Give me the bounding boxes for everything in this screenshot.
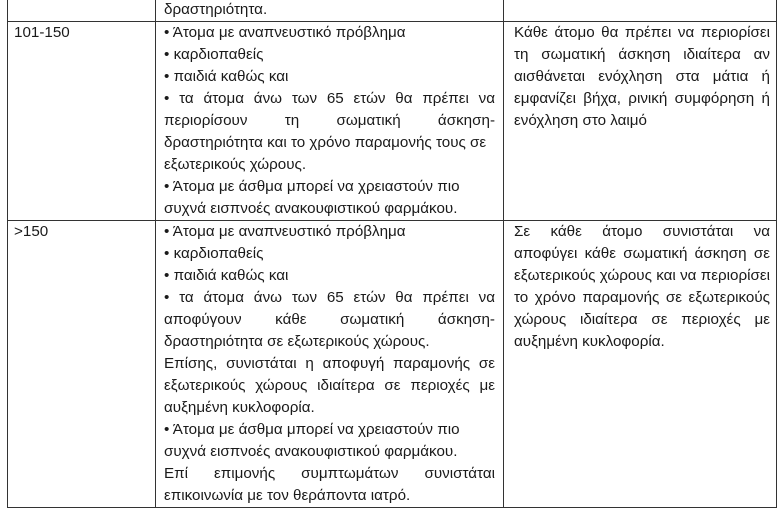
list-item: • παιδιά καθώς και bbox=[164, 68, 289, 85]
list-item: • Άτομα με αναπνευστικό πρόβλημα bbox=[164, 223, 406, 240]
level-cell bbox=[8, 0, 156, 22]
list-item-line: περιορίσουν τη σωματική άσκηση- bbox=[164, 112, 495, 129]
list-item: • τα άτομα άνω των 65 ετών θα πρέπει να bbox=[164, 289, 495, 306]
table-row-101-150 bbox=[8, 22, 777, 221]
note-text: Επίσης, συνιστάται η αποφυγή παραμονής σε εξωτερικούς χώρους ιδιαίτερα σε περιοχές με αυξημένη κυκλοφορία. bbox=[164, 355, 495, 416]
table-row-continuation bbox=[8, 0, 777, 22]
list-item: • καρδιοπαθείς bbox=[164, 46, 264, 63]
list-item: • καρδιοπαθείς bbox=[164, 245, 264, 262]
continuation-text: δραστηριότητα. bbox=[164, 1, 268, 18]
list-item: • τα άτομα άνω των 65 ετών θα πρέπει να bbox=[164, 90, 495, 107]
bullet-icon: • bbox=[164, 267, 170, 284]
bullet-icon: • bbox=[164, 90, 170, 107]
advice-text: Κάθε άτομο θα πρέπει να περιορίσει τη σωματική άσκηση ιδιαίτερα αν αισθάνεται ενόχληση στα μάτια ή εμφανίζει βήχα, ρινική συμφόρηση ή ενόχληση στο λαιμό bbox=[514, 24, 770, 129]
list-item: • Άτομα με άσθμα μπορεί να χρειαστούν πιο συχνά εισπνοές ανακουφιστικού φαρμάκου. bbox=[164, 178, 460, 217]
bullet-icon: • bbox=[164, 245, 170, 262]
advice-cell bbox=[504, 0, 777, 22]
list-item-line: αποφύγουν κάθε σωματική άσκηση- bbox=[164, 311, 495, 328]
groups-cell bbox=[156, 221, 504, 508]
bullet-icon: • bbox=[164, 68, 170, 85]
groups-cell bbox=[156, 0, 504, 22]
list-item-line: δραστηριότητα και το χρόνο παραμονής τους σε εξωτερικούς χώρους. bbox=[164, 134, 487, 173]
bullet-icon: • bbox=[164, 421, 170, 438]
health-advice-table bbox=[7, 0, 777, 508]
list-item: • παιδιά καθώς και bbox=[164, 267, 289, 284]
advice-cell bbox=[504, 221, 777, 508]
advice-text: Σε κάθε άτομο συνιστάται να αποφύγει κάθε σωματική άσκηση σε εξωτερικούς χώρους και να περιορίσει το χρόνο παραμονής σε εξωτερικούς χώρους ιδιαίτερα σε περιοχές με αυξημένη κυκλοφορία. bbox=[514, 223, 770, 350]
bullet-icon: • bbox=[164, 178, 170, 195]
list-item-line: δραστηριότητα σε εξωτερικούς χώρους. bbox=[164, 333, 430, 350]
level-cell: 101-150 bbox=[8, 22, 156, 221]
groups-cell bbox=[156, 22, 504, 221]
bullet-icon: • bbox=[164, 289, 170, 306]
table-row-over-150 bbox=[8, 221, 777, 508]
bullet-icon: • bbox=[164, 24, 170, 41]
advice-cell bbox=[504, 22, 777, 221]
list-item: • Άτομα με αναπνευστικό πρόβλημα bbox=[164, 24, 406, 41]
list-item: • Άτομα με άσθμα μπορεί να χρειαστούν πιο συχνά εισπνοές ανακουφιστικού φαρμάκου. bbox=[164, 421, 460, 460]
persist-text: Επί επιμονής συμπτωμάτων συνιστάται επικοινωνία με τον θεράποντα ιατρό. bbox=[164, 465, 495, 504]
bullet-icon: • bbox=[164, 223, 170, 240]
bullet-icon: • bbox=[164, 46, 170, 63]
level-cell: >150 bbox=[8, 221, 156, 508]
